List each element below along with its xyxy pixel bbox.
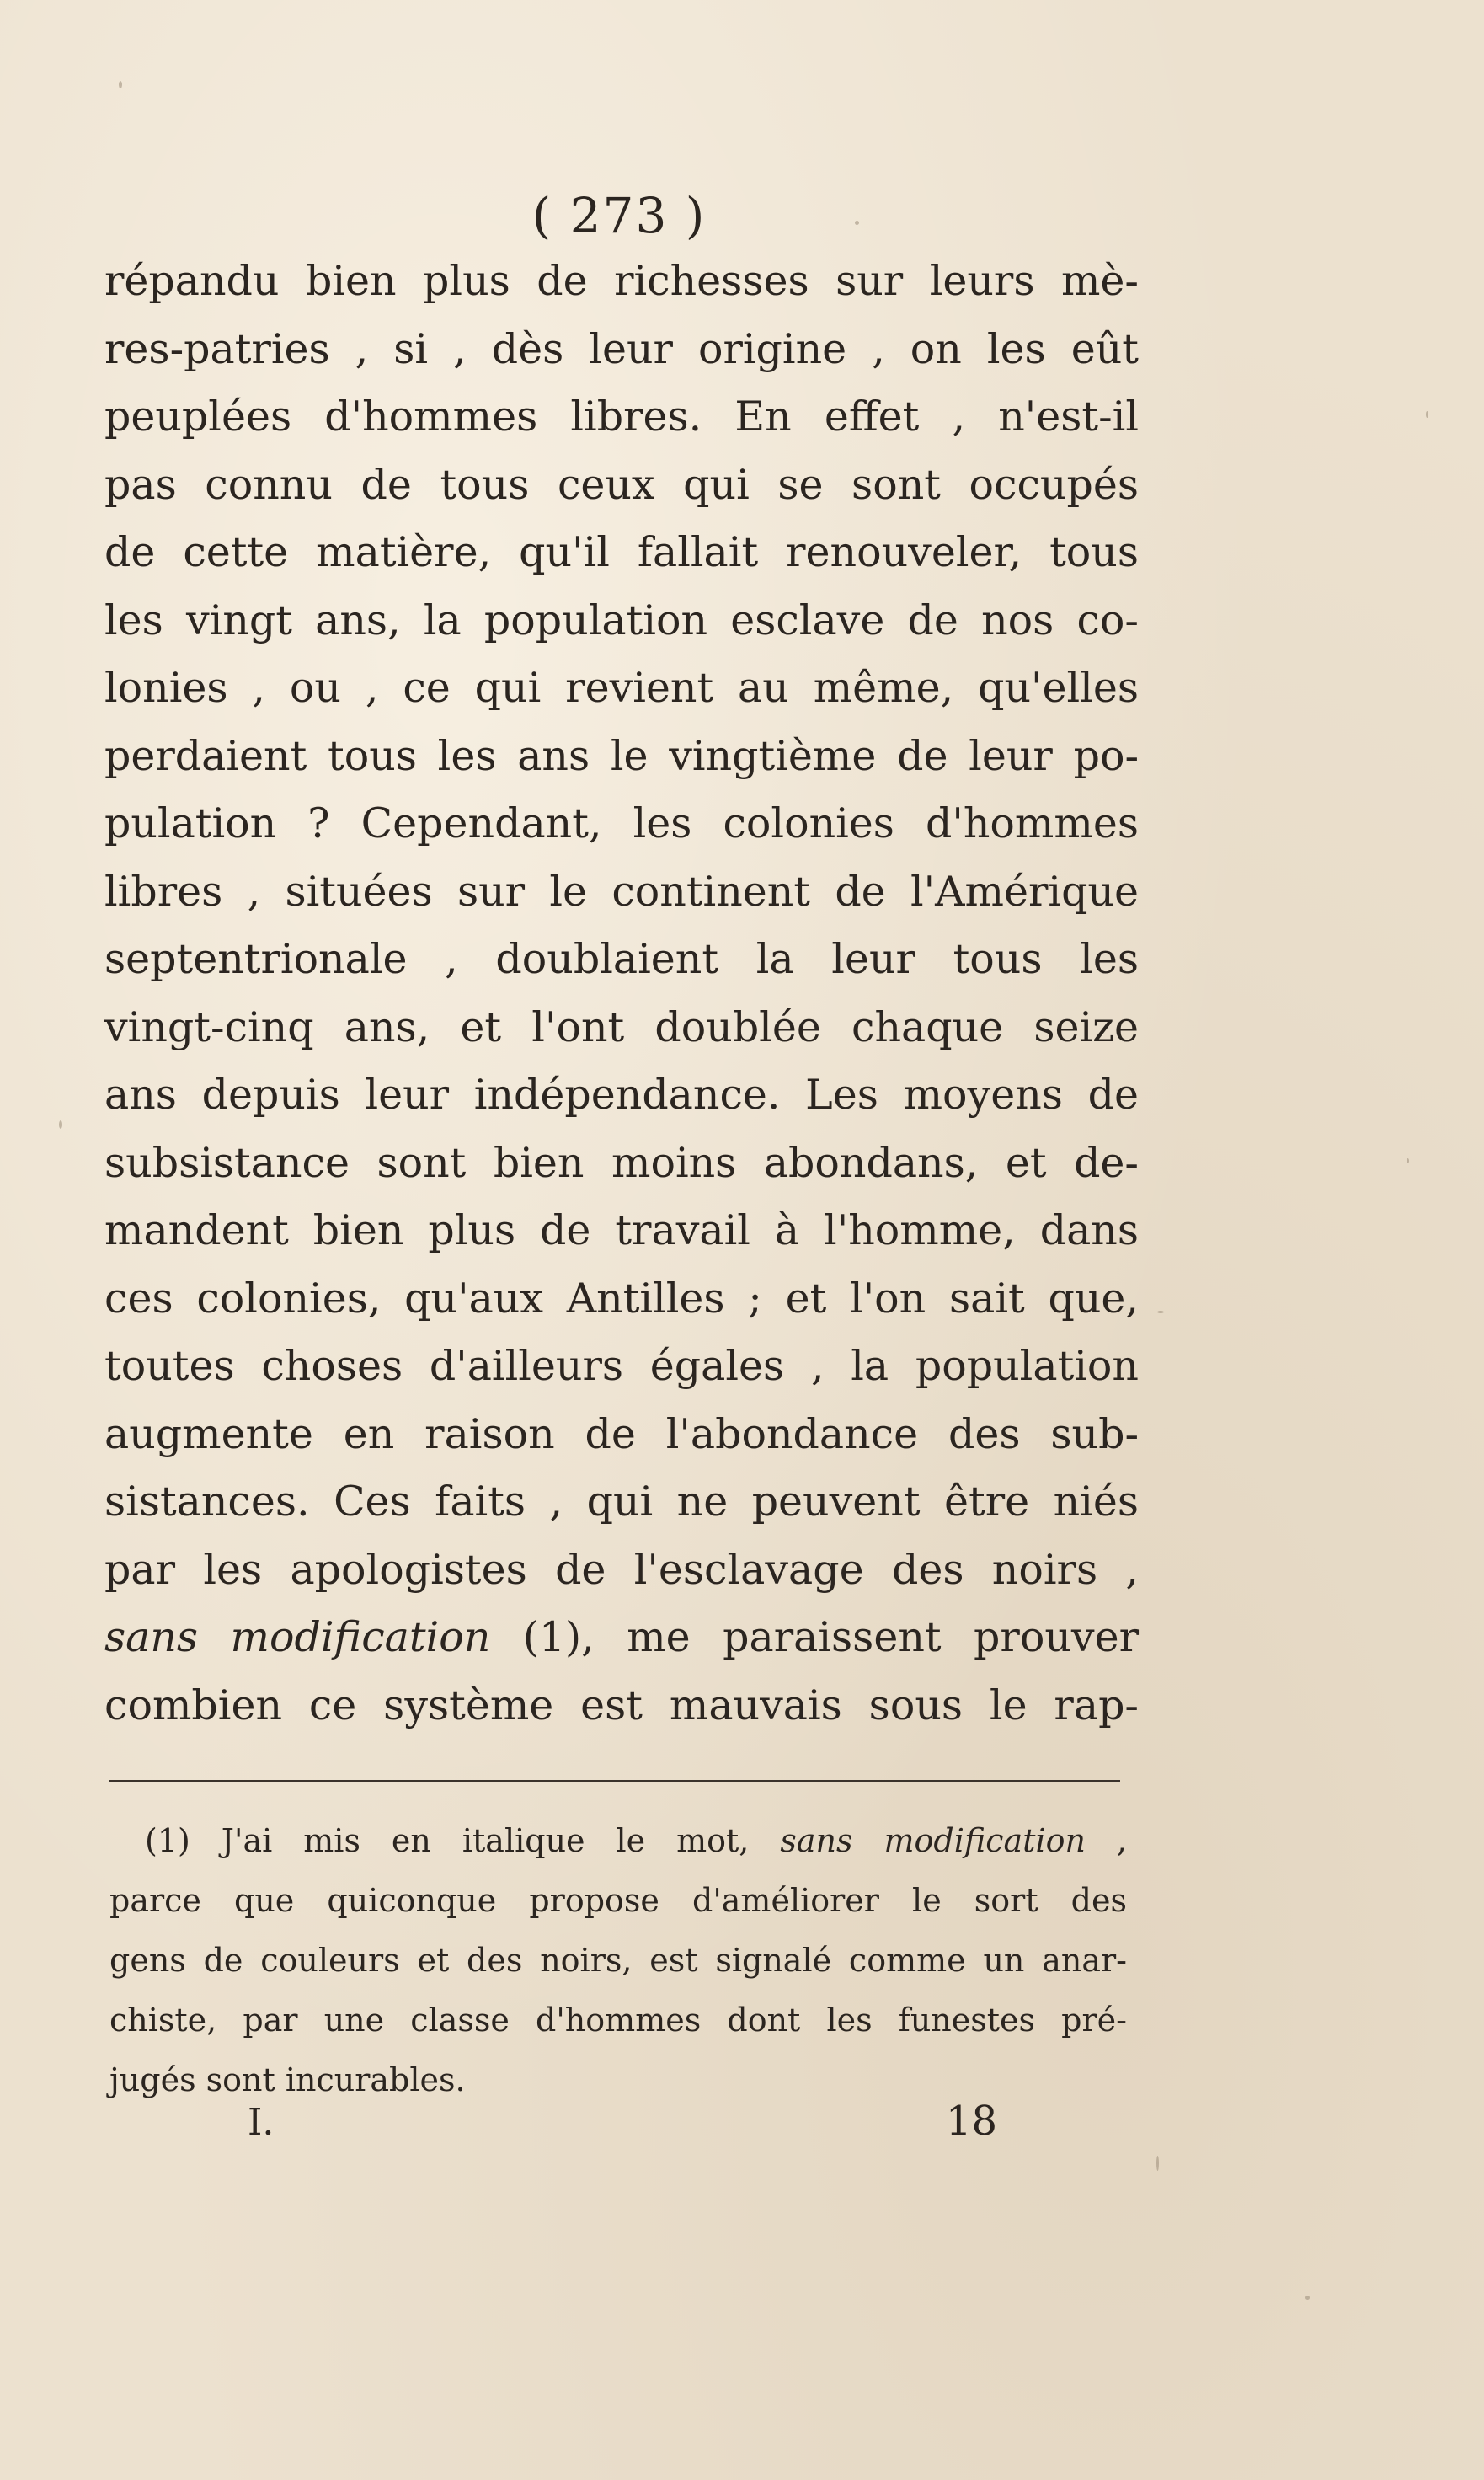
footnote <box>109 1811 1127 2110</box>
italic-phrase: sans modification <box>780 1822 1086 1859</box>
folio-number: 18 <box>946 2098 998 2145</box>
body-line: ces colonies, qu'aux Antilles ; et l'on sait que, <box>104 1274 1139 1323</box>
paper-speck <box>1157 1311 1164 1313</box>
body-line: augmente en raison de l'abondance des sub- <box>104 1409 1139 1458</box>
body-line: septentrionale , doublaient la leur tous les <box>104 935 1139 983</box>
paper-speck <box>1156 2156 1159 2171</box>
body-line: combien ce système est mauvais sous le rap- <box>104 1681 1139 1729</box>
body-line: pas connu de tous ceux qui se sont occupés <box>104 460 1139 509</box>
body-line: de cette matière, qu'il fallait renouveler, tous <box>104 528 1139 576</box>
italic-phrase: sans modification <box>104 1613 491 1661</box>
paper-speck <box>1305 2296 1310 2300</box>
signature-mark: I. <box>248 2101 275 2144</box>
body-line: toutes choses d'ailleurs égales , la population <box>104 1342 1139 1390</box>
body-line: répandu bien plus de richesses sur leurs mè- <box>104 257 1139 305</box>
body-line: ans depuis leur indépendance. Les moyens de <box>104 1071 1139 1119</box>
footnote-line: gens de couleurs et des noirs, est signalé comme un anar- <box>109 1942 1127 1979</box>
paper-speck <box>1407 1158 1409 1163</box>
footnote-rule <box>109 1780 1120 1782</box>
body-line: sans modification (1), me paraissent prouver <box>104 1613 1139 1661</box>
body-line: peuplées d'hommes libres. En effet , n'est-il <box>104 393 1139 441</box>
footnote-line: jugés sont incurables. <box>109 2061 466 2098</box>
footnote-line: (1) J'ai mis en italique le mot, sans modification , <box>145 1822 1127 1859</box>
body-line: libres , situées sur le continent de l'Amérique <box>104 867 1139 916</box>
page-number: ( 273 ) <box>531 187 707 244</box>
body-line: pulation ? Cependant, les colonies d'hommes <box>104 799 1139 847</box>
body-line: les vingt ans, la population esclave de nos co- <box>104 596 1139 644</box>
paper-speck <box>119 81 122 88</box>
body-line: lonies , ou , ce qui revient au même, qu'elles <box>104 664 1139 712</box>
footnote-line: chiste, par une classe d'hommes dont les funestes pré- <box>109 2002 1127 2039</box>
body-line: perdaient tous les ans le vingtième de leur po- <box>104 731 1139 780</box>
body-line: vingt-cinq ans, et l'ont doublée chaque seize <box>104 1002 1139 1051</box>
body-line: mandent bien plus de travail à l'homme, dans <box>104 1206 1139 1254</box>
body-text <box>104 248 1139 1740</box>
paper-speck <box>59 1120 62 1129</box>
body-line: res-patries , si , dès leur origine , on les eût <box>104 324 1139 373</box>
paper-speck <box>1426 411 1428 418</box>
body-line: subsistance sont bien moins abondans, et de- <box>104 1138 1139 1187</box>
body-line: sistances. Ces faits , qui ne peuvent être niés <box>104 1478 1139 1526</box>
body-line: par les apologistes de l'esclavage des noirs , <box>104 1545 1139 1594</box>
footnote-line: parce que quiconque propose d'améliorer le sort des <box>109 1882 1127 1919</box>
